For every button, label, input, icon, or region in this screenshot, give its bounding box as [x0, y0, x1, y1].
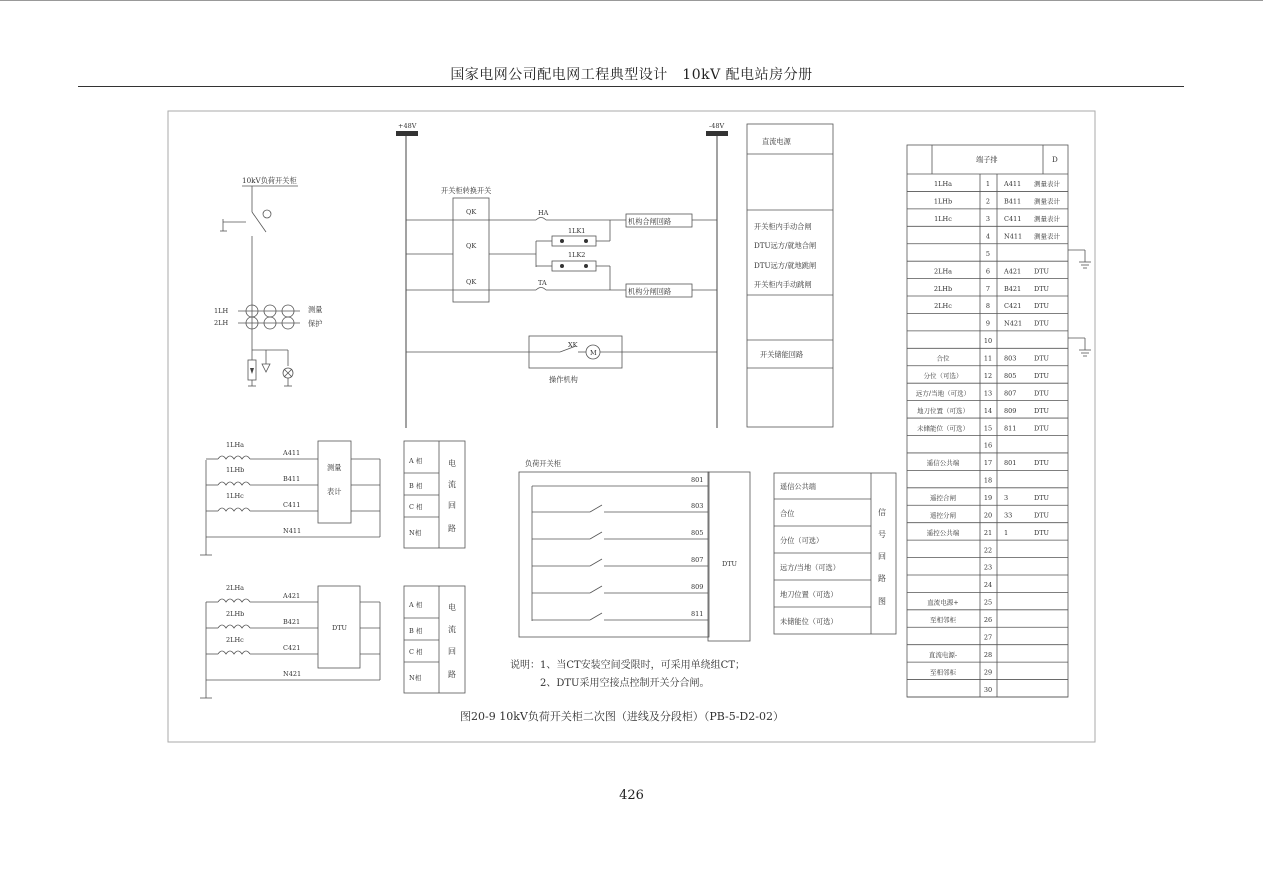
switch-title: 开关柜转换开关: [441, 186, 492, 195]
terminal-wire: 801: [1004, 459, 1017, 468]
terminal-number: 1: [985, 180, 991, 189]
terminal-label: 遥控分闸: [930, 511, 956, 520]
wire-n411: N411: [283, 527, 302, 535]
primary-title: 10kV负荷开关柜: [242, 176, 297, 185]
control-circuit: [396, 122, 833, 428]
primary-circuit: [214, 176, 322, 386]
terminal-label: 直流电源+: [927, 598, 959, 607]
terminal-dest: DTU: [1034, 528, 1050, 537]
ct-1lhb: 1LHb: [226, 466, 245, 474]
terminal-number: 25: [983, 598, 993, 607]
terminal-title: 端子排: [976, 155, 998, 164]
xk-label: XK: [568, 341, 578, 349]
mech-label: 操作机构: [549, 375, 578, 384]
terminal-code: D: [1052, 155, 1058, 164]
phase-n: N相: [409, 529, 422, 537]
terminal-wire: C411: [1004, 215, 1022, 224]
terminal-dest: DTU: [1034, 371, 1050, 380]
phase-b-2: B 相: [409, 627, 423, 635]
signal-dtu-label: DTU: [722, 560, 738, 568]
dtu-close-label: DTU远方/就地合闸: [754, 241, 817, 250]
ct-dtu-circuit: [200, 584, 465, 698]
sig-row-earth: 地刀位置（可选）: [780, 590, 838, 599]
sig-num-811: 811: [691, 610, 704, 618]
prot-label: 保护: [308, 319, 323, 328]
ha-label: HA: [538, 209, 549, 217]
bus-neg-label: -48V: [709, 122, 725, 130]
side2-char-4: 路: [448, 670, 456, 679]
lk1-label: 1LK1: [568, 227, 586, 235]
meas-device-line1: 测量: [327, 463, 342, 472]
ct-label-2: 2LH: [214, 319, 229, 327]
wire-b421: B421: [283, 618, 301, 626]
spring-charge-label: 开关储能回路: [760, 350, 804, 359]
sig-num-801: 801: [691, 476, 704, 484]
terminal-label: 遥控合闸: [930, 494, 956, 503]
terminal-label: 合位: [936, 354, 950, 363]
side2-char-2: 流: [448, 625, 456, 634]
sig-num-805: 805: [691, 529, 704, 537]
terminal-number: 22: [983, 546, 993, 555]
terminal-dest: DTU: [1034, 459, 1050, 468]
terminal-number: 19: [983, 494, 993, 503]
sig-row-remote: 远方/当地（可选）: [780, 563, 840, 572]
phase-n-2: N相: [409, 674, 422, 682]
terminal-number: 15: [983, 424, 993, 433]
terminal-number: 6: [985, 267, 991, 276]
terminal-number: 10: [983, 337, 993, 346]
terminal-label: 至相邻柜: [930, 616, 956, 625]
open-loop-label: 机构分闸回路: [628, 287, 672, 296]
sig-row-uncharged: 未储能位（可选）: [780, 617, 838, 626]
terminal-dest: DTU: [1034, 354, 1050, 363]
motor-label: M: [590, 349, 597, 357]
terminal-label: 直流电源-: [928, 650, 958, 659]
page-number: 426: [619, 788, 644, 803]
phase-c: C 相: [409, 503, 423, 511]
terminal-dest: DTU: [1034, 494, 1050, 503]
note-1: 说明：1、当CT安装空间受限时，可采用单绕组CT；: [510, 660, 746, 671]
terminal-number: 29: [983, 668, 993, 677]
sig-side-3: 回: [878, 552, 886, 561]
terminal-dest: DTU: [1034, 267, 1050, 276]
terminal-label: 未储能位（可选）: [917, 424, 969, 433]
terminal-label: 1LHa: [934, 180, 952, 189]
terminal-number: 14: [983, 406, 993, 415]
terminal-number: 3: [985, 215, 991, 224]
phase-a: A 相: [409, 457, 423, 465]
terminal-number: 12: [983, 371, 993, 380]
phase-b: B 相: [409, 482, 423, 490]
bus-pos-label: +48V: [398, 122, 417, 130]
terminal-rows: [907, 179, 1068, 697]
terminal-wire: 1: [1004, 528, 1009, 537]
ct-1lhc: 1LHc: [226, 492, 244, 500]
phase-c-2: C 相: [409, 648, 423, 656]
terminal-number: 17: [983, 459, 993, 468]
figure-caption: 图20-9 10kV负荷开关柜二次图（进线及分段柜）（PB-5-D2-02）: [460, 710, 784, 723]
terminal-label: 1LHb: [933, 197, 953, 206]
terminal-wire: 33: [1004, 511, 1013, 520]
page-header-title: 国家电网公司配电网工程典型设计 10kV 配电站房分册: [450, 67, 813, 83]
terminal-label: 至相邻柜: [930, 668, 956, 677]
terminal-number: 24: [983, 581, 993, 590]
terminal-label: 2LHa: [934, 267, 952, 276]
ct-measurement-circuit: [200, 441, 465, 555]
sig-row-common: 遥信公共端: [780, 482, 816, 491]
qk-1: QK: [466, 208, 477, 216]
side-char-3: 回: [448, 501, 456, 510]
terminal-number: 26: [983, 616, 993, 625]
sig-num-809: 809: [691, 583, 704, 591]
terminal-label: 1LHc: [934, 215, 952, 224]
dc-power-label: 直流电源: [762, 137, 791, 146]
signal-contacts: [532, 486, 708, 620]
terminal-number: 30: [983, 685, 993, 694]
close-loop-label: 机构合闸回路: [628, 217, 672, 226]
terminal-label: 2LHb: [933, 284, 953, 293]
terminal-dest: 测量表计: [1034, 215, 1060, 224]
terminal-wire: A421: [1004, 267, 1022, 276]
side-char-2: 流: [448, 480, 456, 489]
terminal-dest: 测量表计: [1034, 232, 1060, 241]
terminal-number: 16: [983, 441, 993, 450]
terminal-dest: DTU: [1034, 389, 1050, 398]
side-char-4: 路: [448, 524, 456, 533]
terminal-number: 2: [985, 197, 991, 206]
qk-3: QK: [466, 278, 477, 286]
phase-a-2: A 相: [409, 601, 423, 609]
terminal-number: 18: [983, 476, 993, 485]
ct-2lhb: 2LHb: [226, 610, 245, 618]
terminal-wire: N421: [1004, 319, 1023, 328]
terminal-dest: DTU: [1034, 302, 1050, 311]
terminal-wire: C421: [1004, 302, 1022, 311]
terminal-dest: DTU: [1034, 284, 1050, 293]
terminal-wire: 805: [1004, 371, 1017, 380]
terminal-label: 遥信公共端: [926, 459, 960, 468]
terminal-number: 11: [983, 354, 993, 363]
terminal-label: 分位（可选）: [923, 371, 963, 380]
terminal-number: 21: [983, 528, 993, 537]
terminal-dest: DTU: [1034, 406, 1050, 415]
side2-char-1: 电: [448, 603, 456, 612]
wire-c421: C421: [283, 644, 301, 652]
terminal-label: 2LHc: [934, 302, 952, 311]
sig-side-2: 号: [878, 530, 886, 539]
manual-close-label: 开关柜内手动合闸: [754, 222, 812, 231]
terminal-wire: 811: [1004, 424, 1017, 433]
sig-row-closed: 合位: [780, 509, 795, 518]
lk2-label: 1LK2: [568, 251, 586, 259]
terminal-dest: DTU: [1034, 424, 1050, 433]
terminal-wire: B421: [1004, 284, 1022, 293]
terminal-number: 5: [985, 249, 991, 258]
terminal-number: 23: [983, 563, 993, 572]
terminal-number: 28: [983, 650, 993, 659]
terminal-wire: 809: [1004, 406, 1017, 415]
side2-char-3: 回: [448, 647, 456, 656]
wire-b411: B411: [283, 475, 301, 483]
meas-device-line2: 表计: [327, 487, 342, 496]
terminal-dest: DTU: [1034, 319, 1050, 328]
terminal-number: 7: [985, 284, 991, 293]
sig-num-807: 807: [691, 556, 704, 564]
terminal-label: 遥控公共端: [926, 528, 960, 537]
wire-a411: A411: [283, 449, 301, 457]
sig-row-open: 分位（可选）: [780, 536, 824, 545]
wire-c411: C411: [283, 501, 301, 509]
terminal-wire: 803: [1004, 354, 1017, 363]
terminal-number: 8: [985, 302, 991, 311]
wire-a421: A421: [283, 592, 301, 600]
terminal-number: 20: [983, 511, 993, 520]
terminal-number: 9: [985, 319, 991, 328]
note-2: 2、DTU采用空接点控制开关分合闸。: [540, 678, 710, 689]
signal-circuit: [519, 459, 896, 641]
signal-title: 负荷开关柜: [525, 459, 561, 468]
ct-2lhc: 2LHc: [226, 636, 244, 644]
terminal-wire: N411: [1004, 232, 1023, 241]
ta-label: TA: [538, 279, 547, 287]
terminal-wire: 3: [1004, 494, 1009, 503]
wire-n421: N421: [283, 670, 302, 678]
terminal-label: 远方/当地（可选）: [915, 389, 971, 398]
meas-label: 测量: [308, 305, 323, 314]
terminal-dest: 测量表计: [1034, 197, 1060, 206]
sig-side-5: 图: [878, 597, 886, 606]
terminal-wire: B411: [1004, 197, 1022, 206]
side-char-1: 电: [448, 459, 456, 468]
terminal-dest: 测量表计: [1034, 180, 1060, 189]
sig-side-4: 路: [878, 574, 886, 583]
ct-2lha: 2LHa: [226, 584, 244, 592]
terminal-dest: DTU: [1034, 511, 1050, 520]
dtu-trip-label: DTU远方/就地跳闸: [754, 261, 817, 270]
dtu-device-label: DTU: [332, 624, 348, 632]
sig-side-1: 信: [878, 508, 886, 517]
terminal-number: 13: [983, 389, 993, 398]
terminal-label: 地刀位置（可选）: [917, 406, 969, 415]
terminal-wire: 807: [1004, 389, 1017, 398]
qk-2: QK: [466, 242, 477, 250]
terminal-number: 27: [983, 633, 993, 642]
terminal-strip: [907, 145, 1091, 697]
sig-num-803: 803: [691, 502, 704, 510]
terminal-wire: A411: [1004, 180, 1022, 189]
manual-trip-label: 开关柜内手动跳闸: [754, 280, 812, 289]
ct-1lha: 1LHa: [226, 441, 244, 449]
terminal-number: 4: [985, 232, 991, 241]
ct-label-1: 1LH: [214, 307, 229, 315]
